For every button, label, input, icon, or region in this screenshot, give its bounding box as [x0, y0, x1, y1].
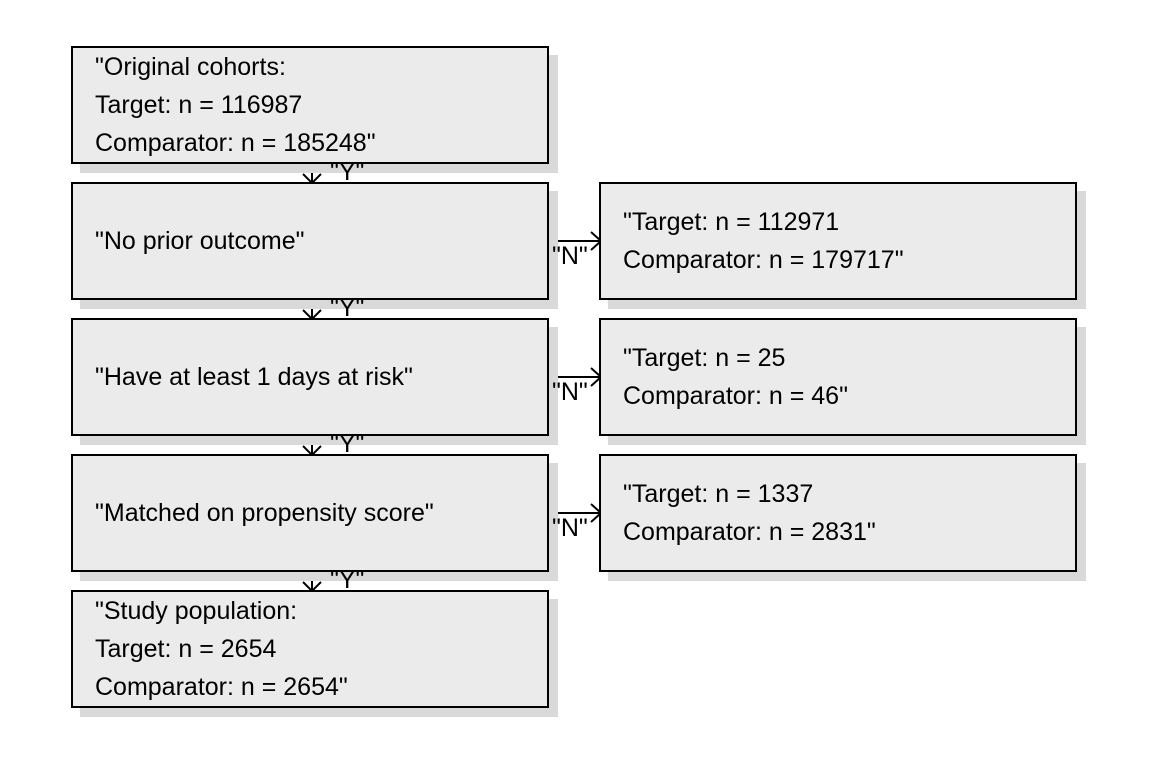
study-comparator-count: Comparator: n = 2654"	[95, 673, 348, 701]
excluded-1-comparator: Comparator: n = 179717"	[623, 246, 904, 274]
propensity-match-label: "Matched on propensity score"	[95, 499, 434, 527]
excluded-3-comparator: Comparator: n = 2831"	[623, 518, 876, 546]
days-at-risk-label: "Have at least 1 days at risk"	[95, 363, 413, 391]
study-target-count: Target: n = 2654	[95, 635, 277, 663]
days-at-risk-box	[71, 318, 549, 436]
no-prior-outcome-label: "No prior outcome"	[95, 227, 305, 255]
yes-label-2: "Y"	[330, 294, 365, 322]
arrow-down-2	[303, 299, 321, 319]
arrow-down-3	[303, 435, 321, 455]
excluded-2-comparator: Comparator: n = 46"	[623, 382, 848, 410]
excluded-3-target: "Target: n = 1337	[623, 480, 814, 508]
no-label-2: "N"	[552, 378, 588, 406]
excluded-1-target: "Target: n = 112971	[623, 208, 840, 236]
excluded-box-2	[599, 318, 1077, 436]
yes-label-3: "Y"	[330, 430, 365, 458]
study-population-heading: "Study population:	[95, 597, 298, 625]
original-cohorts-box	[71, 46, 549, 164]
excluded-box-3	[599, 454, 1077, 572]
yes-label-1: "Y"	[330, 158, 365, 186]
original-cohorts-heading: "Original cohorts:	[95, 53, 286, 81]
arrow-down-4	[303, 571, 321, 591]
no-prior-outcome-box	[71, 182, 549, 300]
arrow-down-1	[303, 163, 321, 183]
study-population-box	[71, 590, 549, 708]
no-label-3: "N"	[552, 514, 588, 542]
excluded-2-target: "Target: n = 25	[623, 344, 786, 372]
yes-label-4: "Y"	[330, 566, 365, 594]
excluded-box-1	[599, 182, 1077, 300]
original-target-count: Target: n = 116987	[95, 91, 303, 119]
no-label-1: "N"	[552, 242, 588, 270]
original-comparator-count: Comparator: n = 185248"	[95, 129, 376, 157]
propensity-match-box	[71, 454, 549, 572]
